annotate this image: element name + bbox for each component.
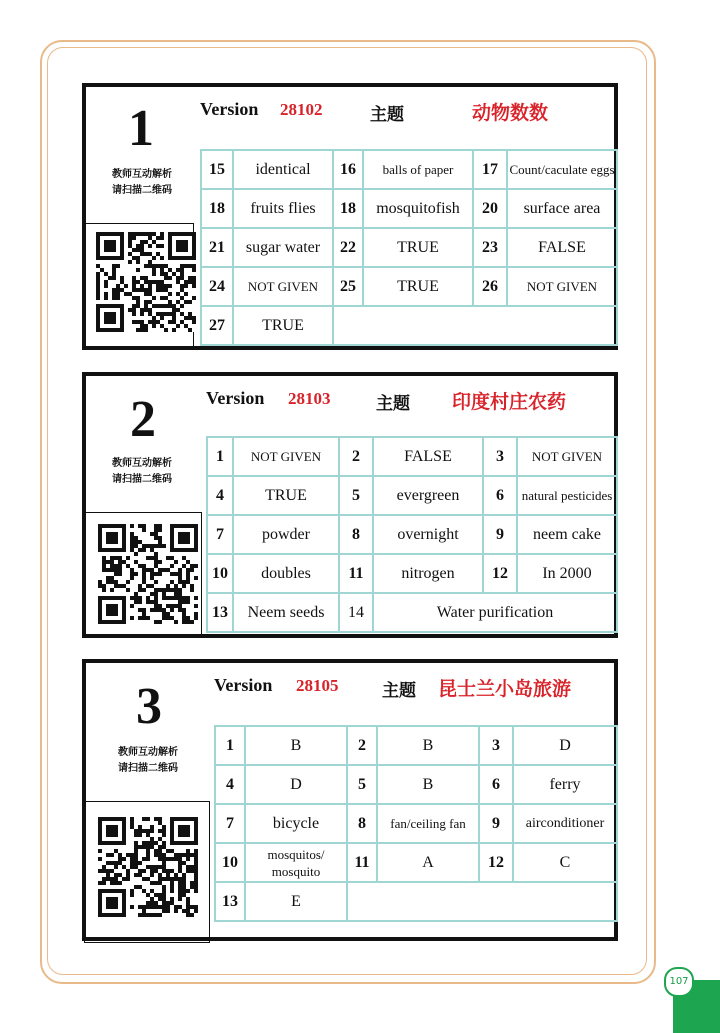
version-code: 28102 bbox=[280, 100, 323, 119]
table-row bbox=[201, 306, 617, 345]
answer-cell: mosquitofish bbox=[363, 189, 473, 228]
answer-cell: natural pesticides bbox=[517, 476, 617, 515]
version-code: 28103 bbox=[288, 389, 331, 408]
answer-cell: airconditioner bbox=[513, 804, 617, 843]
answer-cell: FALSE bbox=[507, 228, 617, 267]
answer-cell: mosquitos/ mosquito bbox=[245, 843, 347, 882]
teacher-note bbox=[98, 745, 198, 777]
question-number: 2 bbox=[347, 726, 377, 765]
answer-cell: NOT GIVEN bbox=[517, 437, 617, 476]
question-number: 4 bbox=[207, 476, 233, 515]
answer-table bbox=[214, 725, 618, 922]
answer-cell: bicycle bbox=[245, 804, 347, 843]
answer-table bbox=[206, 436, 618, 633]
section-number: 2 bbox=[130, 391, 156, 448]
answer-cell: identical bbox=[233, 150, 333, 189]
qr-code-icon[interactable] bbox=[98, 817, 198, 917]
teacher-note-line1: 教师互动解析 bbox=[112, 169, 172, 180]
question-number: 3 bbox=[483, 437, 517, 476]
question-number: 12 bbox=[483, 554, 517, 593]
answer-cell: B bbox=[377, 726, 479, 765]
question-number: 25 bbox=[333, 267, 363, 306]
question-number: 1 bbox=[215, 726, 245, 765]
table-row bbox=[207, 593, 617, 632]
answer-cell: fan/ceiling fan bbox=[377, 804, 479, 843]
answer-cell: NOT GIVEN bbox=[233, 437, 339, 476]
answer-cell: doubles bbox=[233, 554, 339, 593]
answer-cell: Water purification bbox=[373, 593, 617, 632]
question-number: 6 bbox=[483, 476, 517, 515]
theme-label: 主题 bbox=[370, 105, 404, 125]
table-row bbox=[207, 476, 617, 515]
section-number: 1 bbox=[128, 100, 154, 157]
table-row bbox=[215, 843, 617, 882]
table-row bbox=[215, 804, 617, 843]
question-number: 21 bbox=[201, 228, 233, 267]
question-number: 18 bbox=[333, 189, 363, 228]
theme-label: 主题 bbox=[382, 681, 416, 701]
answer-cell: TRUE bbox=[363, 267, 473, 306]
qr-pattern bbox=[98, 817, 198, 917]
question-number: 11 bbox=[339, 554, 373, 593]
teacher-note-line2: 请扫描二维码 bbox=[112, 185, 172, 196]
answer-cell: D bbox=[245, 765, 347, 804]
question-number: 8 bbox=[339, 515, 373, 554]
teacher-note-line2: 请扫描二维码 bbox=[112, 474, 172, 485]
table-row bbox=[201, 267, 617, 306]
answer-cell: overnight bbox=[373, 515, 483, 554]
teacher-note bbox=[92, 167, 192, 199]
theme-label: 主题 bbox=[376, 394, 410, 414]
question-number: 13 bbox=[215, 882, 245, 921]
answer-cell: evergreen bbox=[373, 476, 483, 515]
qr-pattern bbox=[98, 524, 198, 624]
question-number: 24 bbox=[201, 267, 233, 306]
answer-cell: NOT GIVEN bbox=[507, 267, 617, 306]
table-row bbox=[201, 150, 617, 189]
question-number: 9 bbox=[479, 804, 513, 843]
question-number: 20 bbox=[473, 189, 507, 228]
answer-card-3 bbox=[82, 659, 618, 941]
answer-cell: ferry bbox=[513, 765, 617, 804]
answer-cell: fruits flies bbox=[233, 189, 333, 228]
question-number: 17 bbox=[473, 150, 507, 189]
answer-cell: C bbox=[513, 843, 617, 882]
question-number: 6 bbox=[479, 765, 513, 804]
table-row bbox=[207, 515, 617, 554]
table-row bbox=[201, 189, 617, 228]
answer-cell: nitrogen bbox=[373, 554, 483, 593]
question-number: 10 bbox=[207, 554, 233, 593]
question-number: 22 bbox=[333, 228, 363, 267]
version-label: Version bbox=[206, 388, 265, 408]
question-number: 23 bbox=[473, 228, 507, 267]
table-row bbox=[215, 882, 617, 921]
question-number: 18 bbox=[201, 189, 233, 228]
question-number: 1 bbox=[207, 437, 233, 476]
teacher-note-line2: 请扫描二维码 bbox=[118, 763, 178, 774]
answer-cell: B bbox=[245, 726, 347, 765]
answer-cell: Neem seeds bbox=[233, 593, 339, 632]
answer-cell: balls of paper bbox=[363, 150, 473, 189]
question-number: 16 bbox=[333, 150, 363, 189]
table-row bbox=[201, 228, 617, 267]
theme-title: 印度村庄农药 bbox=[452, 391, 567, 413]
question-number: 2 bbox=[339, 437, 373, 476]
table-row bbox=[215, 726, 617, 765]
question-number: 13 bbox=[207, 593, 233, 632]
answer-cell: surface area bbox=[507, 189, 617, 228]
answer-cell: TRUE bbox=[233, 476, 339, 515]
answer-cell: B bbox=[377, 765, 479, 804]
answer-card-1 bbox=[82, 83, 618, 350]
answer-card-2 bbox=[82, 372, 618, 638]
theme-title: 动物数数 bbox=[472, 102, 549, 124]
answer-cell: Count/caculate eggs bbox=[507, 150, 617, 189]
answer-table bbox=[200, 149, 618, 346]
question-number: 4 bbox=[215, 765, 245, 804]
answer-cell: neem cake bbox=[517, 515, 617, 554]
page-number: 107 bbox=[664, 967, 694, 997]
qr-pattern bbox=[96, 232, 196, 332]
answer-cell: TRUE bbox=[363, 228, 473, 267]
theme-title: 昆士兰小岛旅游 bbox=[438, 678, 572, 700]
question-number: 3 bbox=[479, 726, 513, 765]
question-number: 15 bbox=[201, 150, 233, 189]
answer-cell: TRUE bbox=[233, 306, 333, 345]
answer-cell: sugar water bbox=[233, 228, 333, 267]
answer-cell: In 2000 bbox=[517, 554, 617, 593]
question-number: 8 bbox=[347, 804, 377, 843]
question-number: 10 bbox=[215, 843, 245, 882]
question-number: 26 bbox=[473, 267, 507, 306]
table-row bbox=[207, 554, 617, 593]
answer-cell: FALSE bbox=[373, 437, 483, 476]
teacher-note bbox=[92, 456, 192, 488]
answer-cell: powder bbox=[233, 515, 339, 554]
qr-code-icon[interactable] bbox=[96, 232, 196, 332]
question-number: 9 bbox=[483, 515, 517, 554]
version-label: Version bbox=[200, 99, 259, 119]
question-number: 5 bbox=[339, 476, 373, 515]
qr-code-icon[interactable] bbox=[98, 524, 198, 624]
table-row bbox=[215, 765, 617, 804]
section-number: 3 bbox=[136, 678, 162, 735]
question-number: 12 bbox=[479, 843, 513, 882]
answer-cell: E bbox=[245, 882, 347, 921]
answer-cell: A bbox=[377, 843, 479, 882]
answer-cell: NOT GIVEN bbox=[233, 267, 333, 306]
question-number: 11 bbox=[347, 843, 377, 882]
teacher-note-line1: 教师互动解析 bbox=[118, 747, 178, 758]
question-number: 14 bbox=[339, 593, 373, 632]
empty-cell bbox=[347, 882, 617, 921]
question-number: 7 bbox=[207, 515, 233, 554]
answer-cell: D bbox=[513, 726, 617, 765]
question-number: 27 bbox=[201, 306, 233, 345]
table-row bbox=[207, 437, 617, 476]
version-label: Version bbox=[214, 675, 273, 695]
version-code: 28105 bbox=[296, 676, 339, 695]
question-number: 7 bbox=[215, 804, 245, 843]
teacher-note-line1: 教师互动解析 bbox=[112, 458, 172, 469]
empty-cell bbox=[333, 306, 617, 345]
question-number: 5 bbox=[347, 765, 377, 804]
